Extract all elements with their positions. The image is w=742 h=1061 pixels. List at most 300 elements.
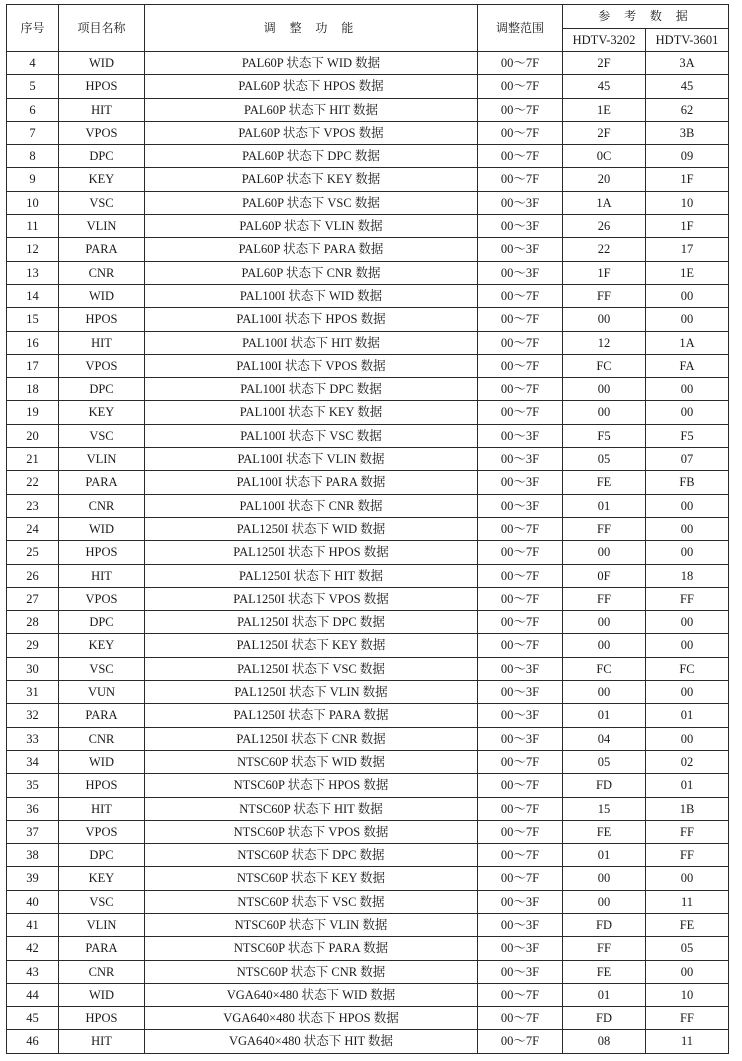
cell-hdtv-3601: 62 — [646, 98, 729, 121]
cell-seq: 41 — [7, 913, 59, 936]
cell-item-name: PARA — [59, 704, 145, 727]
cell-seq: 38 — [7, 844, 59, 867]
table-row — [7, 75, 729, 98]
cell-range: 00～7F — [478, 98, 563, 121]
cell-seq: 33 — [7, 727, 59, 750]
header-model-hdtv-3202: HDTV-3202 — [563, 28, 646, 52]
cell-hdtv-3202: 00 — [563, 867, 646, 890]
cell-range: 00～3F — [478, 448, 563, 471]
cell-function: PAL60P 状态下 CNR 数据 — [145, 261, 478, 284]
cell-hdtv-3202: 00 — [563, 611, 646, 634]
table-row — [7, 424, 729, 447]
cell-item-name: DPC — [59, 378, 145, 401]
table-row — [7, 587, 729, 610]
cell-hdtv-3601: 11 — [646, 1030, 729, 1053]
cell-hdtv-3601: 10 — [646, 191, 729, 214]
cell-hdtv-3202: FE — [563, 960, 646, 983]
cell-hdtv-3202: FE — [563, 471, 646, 494]
header-seq: 序号 — [7, 5, 59, 52]
cell-hdtv-3601: 18 — [646, 564, 729, 587]
cell-range: 00～3F — [478, 937, 563, 960]
cell-item-name: WID — [59, 52, 145, 75]
cell-hdtv-3601: FB — [646, 471, 729, 494]
cell-function: NTSC60P 状态下 HPOS 数据 — [145, 774, 478, 797]
cell-seq: 8 — [7, 145, 59, 168]
cell-hdtv-3202: 00 — [563, 378, 646, 401]
cell-range: 00～7F — [478, 1030, 563, 1053]
cell-range: 00～7F — [478, 541, 563, 564]
cell-function: PAL60P 状态下 WID 数据 — [145, 52, 478, 75]
cell-item-name: HPOS — [59, 774, 145, 797]
cell-range: 00～3F — [478, 960, 563, 983]
cell-hdtv-3202: FF — [563, 587, 646, 610]
cell-hdtv-3202: 00 — [563, 634, 646, 657]
table-row — [7, 331, 729, 354]
table-row — [7, 681, 729, 704]
cell-item-name: WID — [59, 983, 145, 1006]
cell-hdtv-3601: 00 — [646, 541, 729, 564]
cell-range: 00～3F — [478, 657, 563, 680]
cell-function: PAL1250I 状态下 PARA 数据 — [145, 704, 478, 727]
table-row — [7, 308, 729, 331]
cell-item-name: VUN — [59, 681, 145, 704]
adjustment-table — [6, 4, 729, 1054]
cell-seq: 29 — [7, 634, 59, 657]
header-item-name: 项目名称 — [59, 5, 145, 52]
table-row — [7, 494, 729, 517]
cell-seq: 31 — [7, 681, 59, 704]
cell-hdtv-3202: 01 — [563, 983, 646, 1006]
cell-range: 00～7F — [478, 354, 563, 377]
table-row — [7, 448, 729, 471]
table-row — [7, 890, 729, 913]
cell-range: 00～7F — [478, 983, 563, 1006]
cell-range: 00～7F — [478, 284, 563, 307]
cell-seq: 28 — [7, 611, 59, 634]
cell-function: PAL1250I 状态下 DPC 数据 — [145, 611, 478, 634]
cell-function: PAL1250I 状态下 VLIN 数据 — [145, 681, 478, 704]
table-row — [7, 774, 729, 797]
cell-seq: 36 — [7, 797, 59, 820]
cell-seq: 13 — [7, 261, 59, 284]
cell-range: 00～7F — [478, 774, 563, 797]
cell-item-name: HIT — [59, 98, 145, 121]
header-function: 调 整 功 能 — [145, 5, 478, 52]
table-row — [7, 541, 729, 564]
table-row — [7, 354, 729, 377]
cell-range: 00～7F — [478, 168, 563, 191]
cell-function: PAL1250I 状态下 HIT 数据 — [145, 564, 478, 587]
cell-hdtv-3202: 12 — [563, 331, 646, 354]
cell-range: 00～3F — [478, 704, 563, 727]
cell-range: 00～3F — [478, 191, 563, 214]
cell-item-name: VSC — [59, 890, 145, 913]
cell-seq: 43 — [7, 960, 59, 983]
table-row — [7, 611, 729, 634]
cell-seq: 37 — [7, 820, 59, 843]
header-model-hdtv-3601: HDTV-3601 — [646, 28, 729, 52]
cell-range: 00～7F — [478, 1007, 563, 1030]
cell-hdtv-3202: 1E — [563, 98, 646, 121]
cell-function: NTSC60P 状态下 VLIN 数据 — [145, 913, 478, 936]
cell-item-name: WID — [59, 750, 145, 773]
cell-function: PAL60P 状态下 VLIN 数据 — [145, 215, 478, 238]
table-row — [7, 401, 729, 424]
cell-hdtv-3601: 02 — [646, 750, 729, 773]
cell-range: 00～7F — [478, 52, 563, 75]
cell-function: NTSC60P 状态下 VSC 数据 — [145, 890, 478, 913]
header-reference-data: 参 考 数 据 — [563, 5, 729, 29]
cell-hdtv-3202: 01 — [563, 494, 646, 517]
cell-item-name: HIT — [59, 564, 145, 587]
table-row — [7, 797, 729, 820]
table-row — [7, 960, 729, 983]
table-header — [7, 5, 729, 52]
cell-hdtv-3601: 1A — [646, 331, 729, 354]
table-row — [7, 704, 729, 727]
table-row — [7, 750, 729, 773]
cell-item-name: PARA — [59, 937, 145, 960]
table-row — [7, 937, 729, 960]
cell-hdtv-3601: 45 — [646, 75, 729, 98]
cell-range: 00～7F — [478, 121, 563, 144]
cell-hdtv-3202: 00 — [563, 890, 646, 913]
cell-function: VGA640×480 状态下 HIT 数据 — [145, 1030, 478, 1053]
cell-item-name: HIT — [59, 797, 145, 820]
cell-range: 00～7F — [478, 75, 563, 98]
cell-function: PAL1250I 状态下 HPOS 数据 — [145, 541, 478, 564]
cell-function: PAL1250I 状态下 KEY 数据 — [145, 634, 478, 657]
table-row — [7, 1007, 729, 1030]
cell-hdtv-3601: 00 — [646, 284, 729, 307]
cell-seq: 44 — [7, 983, 59, 1006]
cell-seq: 34 — [7, 750, 59, 773]
cell-item-name: VSC — [59, 191, 145, 214]
cell-hdtv-3202: 04 — [563, 727, 646, 750]
cell-hdtv-3601: 00 — [646, 401, 729, 424]
cell-function: PAL60P 状态下 DPC 数据 — [145, 145, 478, 168]
cell-seq: 23 — [7, 494, 59, 517]
cell-function: NTSC60P 状态下 HIT 数据 — [145, 797, 478, 820]
cell-function: PAL1250I 状态下 VPOS 数据 — [145, 587, 478, 610]
cell-item-name: KEY — [59, 867, 145, 890]
cell-hdtv-3601: FF — [646, 844, 729, 867]
cell-item-name: DPC — [59, 844, 145, 867]
cell-range: 00～7F — [478, 867, 563, 890]
cell-function: NTSC60P 状态下 CNR 数据 — [145, 960, 478, 983]
cell-hdtv-3601: FA — [646, 354, 729, 377]
cell-hdtv-3601: FC — [646, 657, 729, 680]
cell-seq: 30 — [7, 657, 59, 680]
cell-seq: 9 — [7, 168, 59, 191]
cell-item-name: KEY — [59, 168, 145, 191]
cell-range: 00～7F — [478, 517, 563, 540]
cell-seq: 5 — [7, 75, 59, 98]
cell-seq: 26 — [7, 564, 59, 587]
cell-hdtv-3601: 00 — [646, 494, 729, 517]
cell-item-name: PARA — [59, 471, 145, 494]
table-row — [7, 284, 729, 307]
cell-item-name: HIT — [59, 331, 145, 354]
cell-hdtv-3601: FF — [646, 587, 729, 610]
cell-hdtv-3202: 15 — [563, 797, 646, 820]
cell-function: NTSC60P 状态下 PARA 数据 — [145, 937, 478, 960]
cell-hdtv-3202: FC — [563, 354, 646, 377]
table-body — [7, 52, 729, 1054]
cell-item-name: HPOS — [59, 1007, 145, 1030]
cell-hdtv-3601: 09 — [646, 145, 729, 168]
cell-seq: 24 — [7, 517, 59, 540]
table-row — [7, 378, 729, 401]
cell-function: PAL100I 状态下 KEY 数据 — [145, 401, 478, 424]
cell-seq: 42 — [7, 937, 59, 960]
cell-seq: 35 — [7, 774, 59, 797]
cell-item-name: VPOS — [59, 820, 145, 843]
cell-function: PAL100I 状态下 VPOS 数据 — [145, 354, 478, 377]
cell-hdtv-3601: 1E — [646, 261, 729, 284]
cell-function: PAL60P 状态下 HIT 数据 — [145, 98, 478, 121]
table-row — [7, 145, 729, 168]
cell-range: 00～3F — [478, 215, 563, 238]
cell-hdtv-3601: 00 — [646, 308, 729, 331]
cell-range: 00～3F — [478, 238, 563, 261]
cell-function: PAL100I 状态下 HIT 数据 — [145, 331, 478, 354]
table-row — [7, 238, 729, 261]
cell-item-name: VLIN — [59, 913, 145, 936]
cell-seq: 11 — [7, 215, 59, 238]
cell-item-name: WID — [59, 284, 145, 307]
cell-function: PAL1250I 状态下 CNR 数据 — [145, 727, 478, 750]
cell-hdtv-3202: 20 — [563, 168, 646, 191]
cell-range: 00～3F — [478, 890, 563, 913]
cell-seq: 32 — [7, 704, 59, 727]
cell-hdtv-3601: 00 — [646, 867, 729, 890]
cell-hdtv-3601: 00 — [646, 681, 729, 704]
cell-seq: 46 — [7, 1030, 59, 1053]
table-row — [7, 191, 729, 214]
cell-hdtv-3202: FD — [563, 1007, 646, 1030]
cell-function: PAL100I 状态下 PARA 数据 — [145, 471, 478, 494]
cell-range: 00～7F — [478, 564, 563, 587]
cell-item-name: VPOS — [59, 587, 145, 610]
table-row — [7, 983, 729, 1006]
table-row — [7, 471, 729, 494]
cell-range: 00～3F — [478, 494, 563, 517]
cell-hdtv-3202: FF — [563, 284, 646, 307]
cell-hdtv-3601: 00 — [646, 727, 729, 750]
cell-range: 00～7F — [478, 331, 563, 354]
cell-hdtv-3202: F5 — [563, 424, 646, 447]
cell-hdtv-3202: FC — [563, 657, 646, 680]
cell-hdtv-3202: FF — [563, 937, 646, 960]
cell-hdtv-3601: 3A — [646, 52, 729, 75]
cell-seq: 39 — [7, 867, 59, 890]
cell-hdtv-3202: 01 — [563, 844, 646, 867]
cell-hdtv-3601: FE — [646, 913, 729, 936]
cell-hdtv-3601: 05 — [646, 937, 729, 960]
cell-hdtv-3202: 0F — [563, 564, 646, 587]
cell-hdtv-3202: 1A — [563, 191, 646, 214]
table-row — [7, 517, 729, 540]
cell-seq: 6 — [7, 98, 59, 121]
cell-item-name: HIT — [59, 1030, 145, 1053]
cell-function: PAL1250I 状态下 VSC 数据 — [145, 657, 478, 680]
cell-seq: 25 — [7, 541, 59, 564]
cell-seq: 18 — [7, 378, 59, 401]
cell-hdtv-3601: 00 — [646, 378, 729, 401]
cell-hdtv-3601: 1B — [646, 797, 729, 820]
cell-function: NTSC60P 状态下 KEY 数据 — [145, 867, 478, 890]
cell-seq: 21 — [7, 448, 59, 471]
cell-hdtv-3601: 10 — [646, 983, 729, 1006]
cell-range: 00～7F — [478, 308, 563, 331]
cell-seq: 10 — [7, 191, 59, 214]
cell-item-name: HPOS — [59, 308, 145, 331]
cell-hdtv-3601: FF — [646, 1007, 729, 1030]
cell-seq: 17 — [7, 354, 59, 377]
cell-range: 00～3F — [478, 471, 563, 494]
cell-seq: 45 — [7, 1007, 59, 1030]
cell-range: 00～7F — [478, 797, 563, 820]
cell-seq: 7 — [7, 121, 59, 144]
cell-function: NTSC60P 状态下 DPC 数据 — [145, 844, 478, 867]
cell-hdtv-3601: 11 — [646, 890, 729, 913]
cell-function: PAL100I 状态下 CNR 数据 — [145, 494, 478, 517]
cell-item-name: VLIN — [59, 215, 145, 238]
cell-hdtv-3202: 0C — [563, 145, 646, 168]
cell-range: 00～3F — [478, 681, 563, 704]
cell-item-name: DPC — [59, 145, 145, 168]
cell-hdtv-3601: 00 — [646, 960, 729, 983]
table-row — [7, 168, 729, 191]
cell-seq: 4 — [7, 52, 59, 75]
cell-function: NTSC60P 状态下 VPOS 数据 — [145, 820, 478, 843]
cell-range: 00～7F — [478, 145, 563, 168]
cell-hdtv-3202: 00 — [563, 541, 646, 564]
cell-range: 00～7F — [478, 750, 563, 773]
cell-item-name: VSC — [59, 424, 145, 447]
cell-seq: 19 — [7, 401, 59, 424]
cell-hdtv-3601: FF — [646, 820, 729, 843]
cell-hdtv-3202: 08 — [563, 1030, 646, 1053]
cell-range: 00～3F — [478, 913, 563, 936]
cell-function: VGA640×480 状态下 HPOS 数据 — [145, 1007, 478, 1030]
cell-function: PAL100I 状态下 WID 数据 — [145, 284, 478, 307]
cell-item-name: KEY — [59, 634, 145, 657]
table-row — [7, 261, 729, 284]
table-row — [7, 52, 729, 75]
cell-range: 00～3F — [478, 424, 563, 447]
cell-hdtv-3601: F5 — [646, 424, 729, 447]
cell-hdtv-3601: 00 — [646, 611, 729, 634]
cell-hdtv-3202: 05 — [563, 448, 646, 471]
cell-function: PAL60P 状态下 KEY 数据 — [145, 168, 478, 191]
cell-hdtv-3202: FF — [563, 517, 646, 540]
cell-range: 00～7F — [478, 587, 563, 610]
cell-item-name: PARA — [59, 238, 145, 261]
cell-hdtv-3601: 17 — [646, 238, 729, 261]
cell-function: PAL60P 状态下 HPOS 数据 — [145, 75, 478, 98]
cell-hdtv-3202: FD — [563, 774, 646, 797]
cell-hdtv-3601: 3B — [646, 121, 729, 144]
cell-hdtv-3202: 45 — [563, 75, 646, 98]
cell-hdtv-3202: 1F — [563, 261, 646, 284]
cell-seq: 16 — [7, 331, 59, 354]
cell-hdtv-3601: 00 — [646, 517, 729, 540]
table-row — [7, 820, 729, 843]
cell-function: PAL100I 状态下 DPC 数据 — [145, 378, 478, 401]
cell-seq: 14 — [7, 284, 59, 307]
cell-range: 00～7F — [478, 611, 563, 634]
table-row — [7, 1030, 729, 1053]
table-row — [7, 98, 729, 121]
cell-hdtv-3601: 01 — [646, 704, 729, 727]
cell-hdtv-3202: 01 — [563, 704, 646, 727]
cell-range: 00～7F — [478, 844, 563, 867]
cell-hdtv-3601: 07 — [646, 448, 729, 471]
cell-item-name: CNR — [59, 261, 145, 284]
cell-function: PAL100I 状态下 VLIN 数据 — [145, 448, 478, 471]
cell-seq: 12 — [7, 238, 59, 261]
table-row — [7, 727, 729, 750]
cell-function: PAL1250I 状态下 WID 数据 — [145, 517, 478, 540]
table-row — [7, 564, 729, 587]
cell-hdtv-3601: 01 — [646, 774, 729, 797]
cell-item-name: VSC — [59, 657, 145, 680]
cell-function: PAL60P 状态下 VSC 数据 — [145, 191, 478, 214]
table-row — [7, 215, 729, 238]
table-row — [7, 634, 729, 657]
cell-hdtv-3202: 00 — [563, 401, 646, 424]
table-row — [7, 913, 729, 936]
cell-item-name: KEY — [59, 401, 145, 424]
table-row — [7, 121, 729, 144]
cell-seq: 27 — [7, 587, 59, 610]
cell-function: PAL60P 状态下 PARA 数据 — [145, 238, 478, 261]
cell-hdtv-3202: 2F — [563, 121, 646, 144]
cell-function: PAL60P 状态下 VPOS 数据 — [145, 121, 478, 144]
cell-item-name: CNR — [59, 727, 145, 750]
cell-item-name: WID — [59, 517, 145, 540]
cell-hdtv-3601: 00 — [646, 634, 729, 657]
cell-item-name: HPOS — [59, 541, 145, 564]
cell-hdtv-3202: 00 — [563, 681, 646, 704]
cell-range: 00～7F — [478, 634, 563, 657]
cell-hdtv-3202: 00 — [563, 308, 646, 331]
cell-seq: 20 — [7, 424, 59, 447]
cell-item-name: HPOS — [59, 75, 145, 98]
cell-item-name: CNR — [59, 960, 145, 983]
parameter-sheet — [6, 4, 729, 1054]
cell-hdtv-3202: FD — [563, 913, 646, 936]
cell-hdtv-3202: 2F — [563, 52, 646, 75]
cell-hdtv-3202: FE — [563, 820, 646, 843]
table-row — [7, 657, 729, 680]
cell-hdtv-3202: 05 — [563, 750, 646, 773]
cell-function: PAL100I 状态下 VSC 数据 — [145, 424, 478, 447]
cell-range: 00～7F — [478, 378, 563, 401]
table-row — [7, 844, 729, 867]
cell-hdtv-3601: 1F — [646, 215, 729, 238]
cell-seq: 15 — [7, 308, 59, 331]
cell-item-name: VLIN — [59, 448, 145, 471]
cell-range: 00～7F — [478, 820, 563, 843]
cell-item-name: DPC — [59, 611, 145, 634]
cell-hdtv-3202: 26 — [563, 215, 646, 238]
cell-item-name: VPOS — [59, 354, 145, 377]
cell-function: NTSC60P 状态下 WID 数据 — [145, 750, 478, 773]
header-range: 调整范围 — [478, 5, 563, 52]
